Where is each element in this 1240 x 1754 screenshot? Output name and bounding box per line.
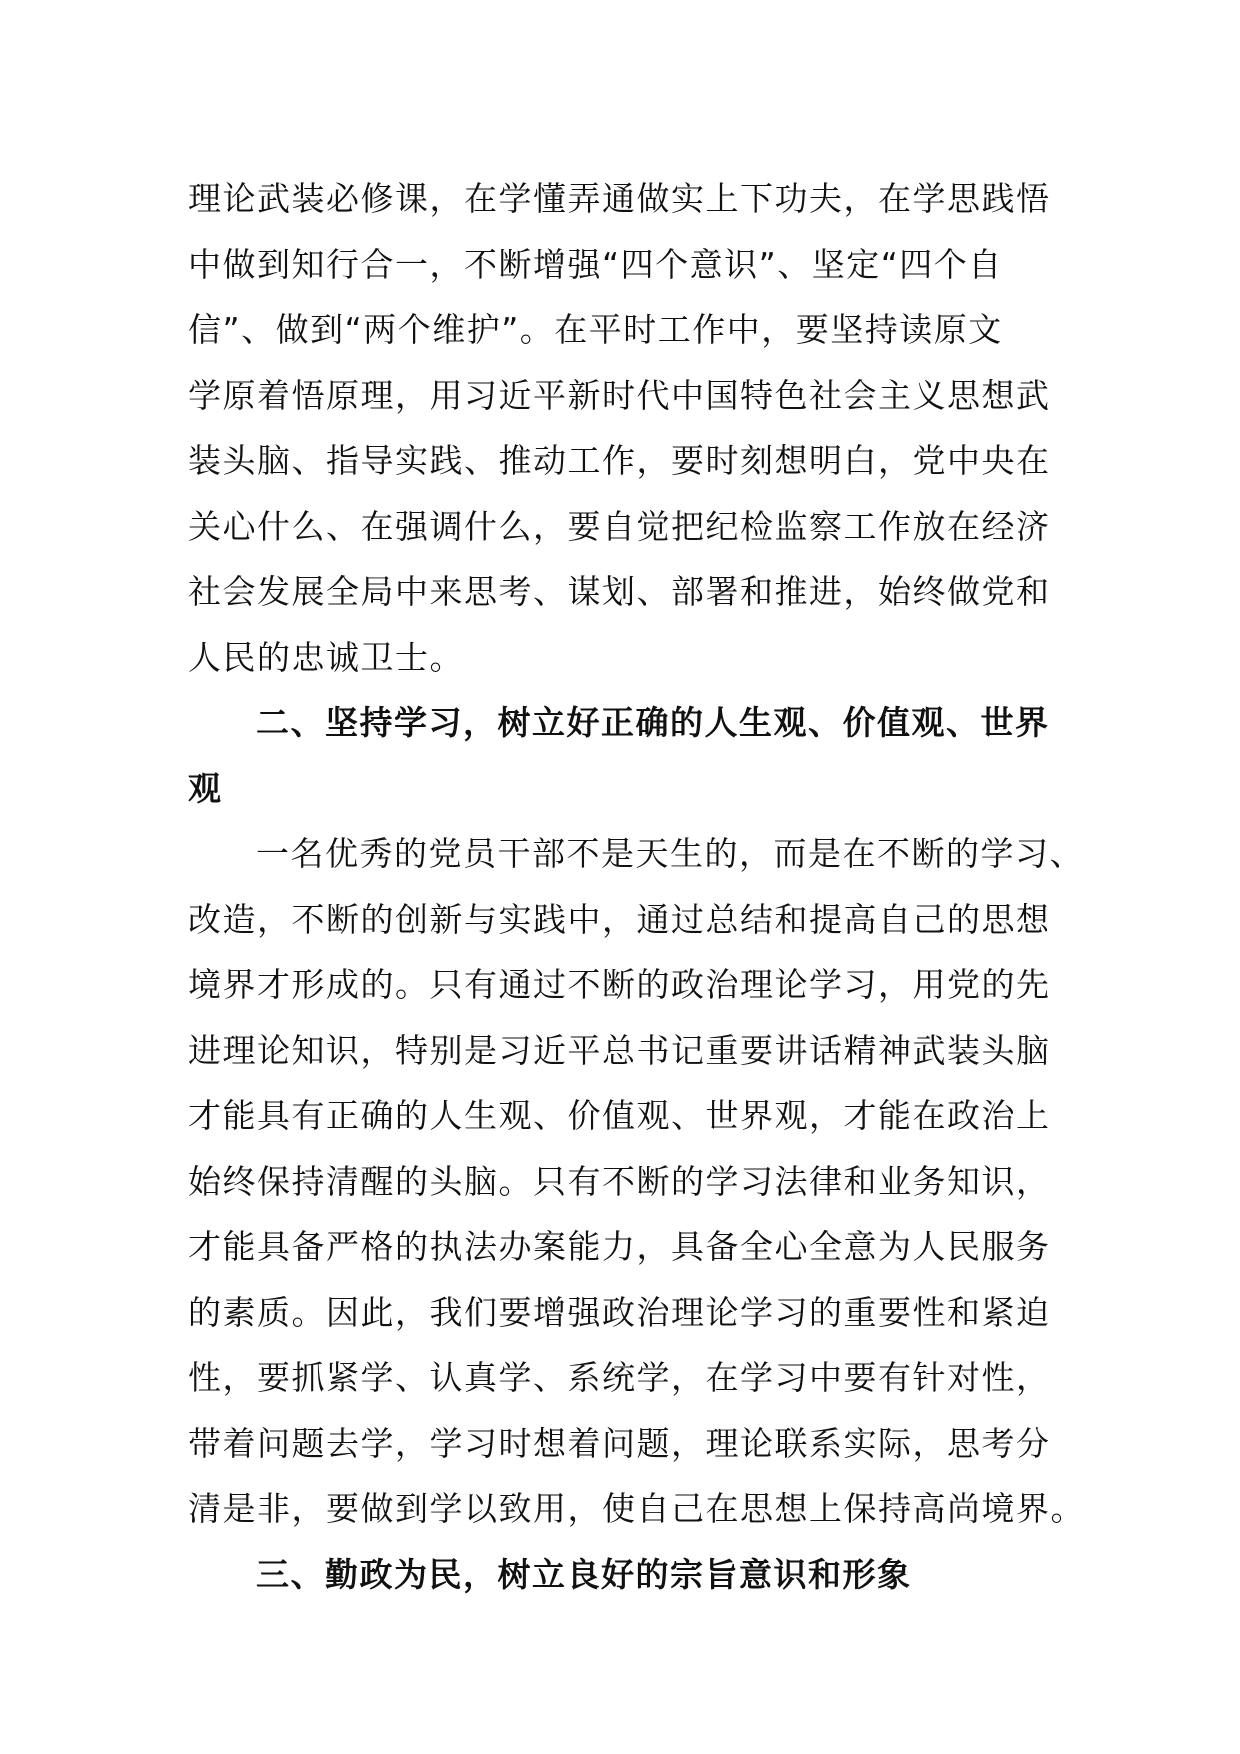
body-text-line: 中做到知行合一，不断增强“四个意识”、坚定“四个自 bbox=[188, 244, 1003, 284]
body-text-line: 进理论知识，特别是习近平总书记重要讲话精神武装头脑 bbox=[188, 1030, 1051, 1070]
body-text-line: 清是非，要做到学以致用，使自己在思想上保持高尚境界。 bbox=[188, 1489, 1085, 1528]
body-text-line: 境界才形成的。只有通过不断的政治理论学习，用党的先 bbox=[188, 965, 1051, 1004]
body-text-line: 才能具有正确的人生观、价值观、世界观，才能在政治上 bbox=[188, 1096, 1051, 1135]
body-text-line: 理论武装必修课，在学懂弄通做实上下功夫，在学思践悟 bbox=[188, 179, 1051, 218]
body-text-line: 人民的忠诚卫士。 bbox=[188, 637, 464, 677]
document-body bbox=[188, 166, 1088, 1607]
section-heading-line: 观 bbox=[188, 768, 223, 808]
body-text-line: 社会发展全局中来思考、谋划、部署和推进，始终做党和 bbox=[188, 572, 1051, 611]
body-text-line: 始终保持清醒的头脑。只有不断的学习法律和业务知识， bbox=[188, 1161, 1051, 1201]
body-text-line: 带着问题去学，学习时想着问题，理论联系实际，思考分 bbox=[188, 1423, 1051, 1463]
body-text-line: 的素质。因此，我们要增强政治理论学习的重要性和紧迫 bbox=[188, 1292, 1051, 1332]
body-text-line: 装头脑、指导实践、推动工作，要时刻想明白，党中央在 bbox=[188, 441, 1051, 480]
section-heading-line: 二、坚持学习，树立好正确的人生观、价值观、世界 bbox=[256, 703, 1050, 742]
body-text-line: 信”、做到“两个维护”。在平时工作中，要坚持读原文 bbox=[188, 310, 1003, 349]
body-text-line: 学原着悟原理，用习近平新时代中国特色社会主义思想武 bbox=[188, 375, 1051, 415]
body-text-line: 才能具备严格的执法办案能力，具备全心全意为人民服务 bbox=[188, 1227, 1051, 1266]
body-text-line: 关心什么、在强调什么，要自觉把纪检监察工作放在经济 bbox=[188, 506, 1051, 546]
body-text-line: 一名优秀的党员干部不是天生的，而是在不断的学习、 bbox=[256, 834, 1084, 873]
section-heading-line: 三、勤政为民，树立良好的宗旨意识和形象 bbox=[256, 1554, 912, 1594]
body-text-line: 改造，不断的创新与实践中，通过总结和提高自己的思想 bbox=[188, 899, 1051, 939]
body-text-line: 性，要抓紧学、认真学、系统学，在学习中要有针对性， bbox=[188, 1358, 1051, 1397]
